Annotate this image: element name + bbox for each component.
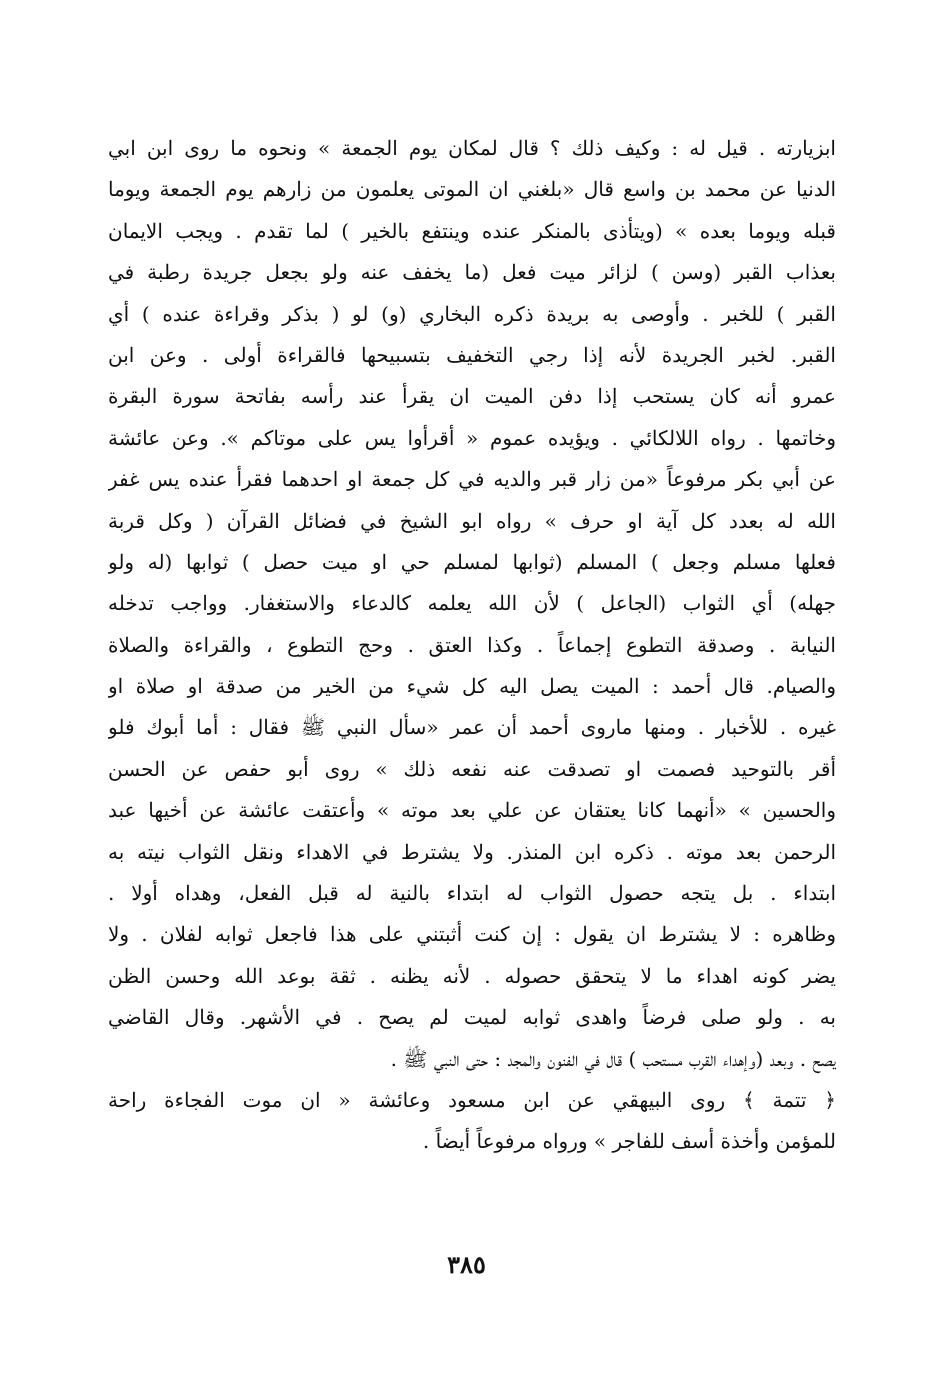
- text-line: الله له بعدد كل آية او حرف » رواه ابو الشيخ في فضائل القرآن ( وكل قربة: [108, 508, 836, 533]
- text-line: فعلها مسلم وجعل ) المسلم (ثوابها لمسلم حي او ميت حصل ) ثوابها (له ولو: [108, 549, 836, 574]
- text-line: النيابة . وصدقة التطوع إجماعاً . وكذا العتق . وحج التطوع ، والقراءة والصلاة: [108, 632, 836, 657]
- text-line: للمؤمن وأخذة أسف للفاجر » ورواه مرفوعاً أيضاً .: [422, 1129, 836, 1154]
- text-line: يضر كونه اهداء ما لا يتحقق حصوله . لأنه يظنه . ثقة بوعد الله وحسن الظن: [108, 963, 836, 988]
- text-line: ابتداء . بل يتجه حصول الثواب له ابتداء بالنية له قبل الفعل، وهداه أولا .: [108, 881, 836, 906]
- text-line: أقر بالتوحيد فصمت او تصدقت عنه نفعه ذلك » روى أبو حفص عن الحسن: [108, 756, 836, 781]
- text-line: القبر. لخبر الجريدة لأنه إذا رجي التخفيف بتسبيحها فالقراءة أولى . وعن ابن: [108, 342, 836, 367]
- text-line: بعذاب القبر (وسن ) لزائر ميت فعل (ما يخفف عنه ولو بجعل جريدة رطبة في: [108, 260, 836, 285]
- text-line: الرحمن بعد موته . ذكره ابن المنذر. ولا يشترط في الاهداء ونقل الثواب نيته به: [108, 839, 836, 864]
- text-line: عن أبي بكر مرفوعاً «من زار قبر والديه في كل جمعة او احدهما فقرأ عنده يس غفر: [108, 467, 836, 492]
- text-line: وظاهره : لا يشترط ان يقول : إن كنت أثبتني على هذا فاجعل ثوابه لفلان . ولا: [108, 922, 836, 947]
- text-line: ﴿ تتمة ﴾ روى البيهقي عن ابن مسعود وعائشة « ان موت الفجاءة راحة: [108, 1087, 836, 1112]
- body-text: [108, 128, 836, 1163]
- text-line: ابزيارته . قيل له : وكيف ذلك ؟ قال لمكان يوم الجمعة » ونحوه ما روى ابن ابي: [108, 136, 836, 160]
- page-number: ٣٨٥: [447, 1250, 486, 1279]
- text-line: به . ولو صلى فرضاً واهدى ثوابه لميت لم يصح . في الأشهر. وقال القاضي: [108, 1005, 836, 1030]
- text-line: والحسين » «أنهما كانا يعتقان عن علي بعد موته » وأعتقت عائشة عن أخيها عبد: [108, 798, 836, 823]
- text-line: والصيام. قال أحمد : الميت يصل اليه كل شيء من الخير من صدقة او صلاة او: [108, 674, 836, 699]
- text-line: القبر ) للخبر . وأوصى به بريدة ذكره البخاري (و) لو ( بذكر وقراءة عنده ) أي: [108, 301, 836, 326]
- text-line: وخاتمها . رواه اللالكائي . ويؤيده عموم « أقرأوا يس على موتاكم ». وعن عائشة: [108, 425, 836, 450]
- text-line: قبله ويوما بعده » (ويتأذى بالمنكر عنده وينتفع بالخير ) لما تقدم . ويجب الايمان: [108, 218, 836, 243]
- text-line: غيره . للأخبار . ومنها ماروى أحمد أن عمر «سأل النبي ﷺ فقال : أما أبوك فلو: [108, 715, 836, 740]
- text-line: يصح . وبعد (وإهداء القرب مستحب ) قال في الفنون والمجد : حتى النبي ﷺ .: [390, 1046, 836, 1071]
- text-line: جهله) أي الثواب (الجاعل ) لأن الله يعلمه كالدعاء والاستغفار. وواجب تدخله: [108, 591, 836, 616]
- text-line: عمرو أنه كان يستحب إذا دفن الميت ان يقرأ عند رأسه بفاتحة سورة البقرة: [108, 384, 836, 409]
- text-line: الدنيا عن محمد بن واسع قال «بلغني ان الموتى يعلمون من زارهم يوم الجمعة ويوما: [108, 177, 836, 202]
